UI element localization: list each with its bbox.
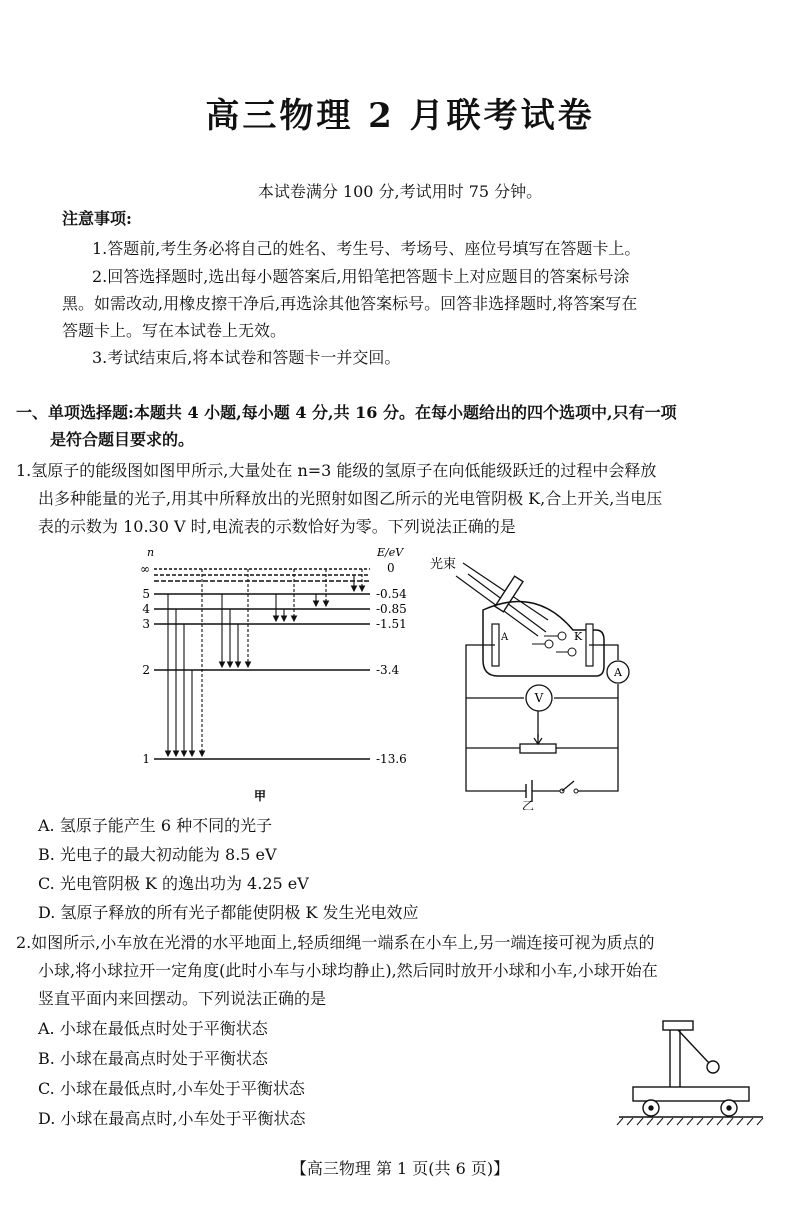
level-energy-label: -13.6: [376, 752, 407, 766]
figure-caption-yi: 乙: [521, 799, 535, 810]
q2-stem-line: 小球,将小球拉开一定角度(此时小车与小球均静止),然后同时放开小球和小车,小球开始在: [38, 961, 658, 980]
q1-stem-line: 表的示数为 10.30 V 时,电流表的示数恰好为零。下列说法正确的是: [38, 517, 516, 536]
photoelectrons: [532, 632, 576, 656]
wheel-hub: [649, 1106, 653, 1110]
q1-option-d: D. 氢原子释放的所有光子都能使阴极 K 发生光电效应: [38, 903, 419, 922]
notice-line: 3.考试结束后,将本试卷和答题卡一并交回。: [92, 348, 401, 367]
q2-option-c: C. 小球在最低点时,小车处于平衡状态: [38, 1079, 305, 1098]
notice-line: 1.答题前,考生务必将自己的姓名、考生号、考场号、座位号填写在答题卡上。: [92, 239, 641, 258]
energy-axis-label: E/eV: [377, 546, 404, 559]
q2-option-b: B. 小球在最高点时处于平衡状态: [38, 1049, 268, 1068]
exam-info: 本试卷满分 100 分,考试用时 75 分钟。: [257, 182, 543, 201]
page-title: 高三物理 2 月联考试卷: [205, 96, 595, 136]
anode-label: A: [501, 632, 509, 643]
level-energy-label: -0.54: [376, 587, 407, 601]
q2-option-a: A. 小球在最低点时处于平衡状态: [38, 1019, 268, 1038]
transition-arrows: [168, 575, 354, 756]
circuit-wires: [466, 645, 618, 791]
pendulum-string: [678, 1030, 709, 1063]
notice-line: 2.回答选择题时,选出每小题答案后,用铅笔把答题卡上对应题目的答案标号涂: [92, 267, 630, 286]
ground-hatch: [617, 1118, 763, 1125]
tube-window: [495, 576, 523, 612]
level-energy-label: 0: [387, 561, 395, 575]
page-footer: 【高三物理 第 1 页(共 6 页)】: [290, 1159, 510, 1178]
level-n-label: 2: [142, 663, 150, 677]
voltmeter-label: V: [534, 691, 544, 705]
level-energy-label: -3.4: [376, 663, 400, 677]
level-n-label: 4: [142, 602, 150, 616]
q2-stem-line: 2.如图所示,小车放在光滑的水平地面上,轻质细绳一端系在小车上,另一端连接可视为质点的: [16, 933, 655, 952]
q1-stem-line: 1.氢原子的能级图如图甲所示,大量处在 n=3 能级的氢原子在向低能级跃迁的过程中会释放: [16, 461, 657, 480]
switch: [562, 781, 574, 791]
level-n-label: 3: [142, 617, 150, 631]
dashed-transition-arrows: [202, 569, 362, 756]
level-n-label: ∞: [140, 562, 150, 576]
level-n-label: 1: [142, 752, 150, 766]
q1-option-b: B. 光电子的最大初动能为 8.5 eV: [38, 845, 277, 864]
notice-line: 答题卡上。写在本试卷上无效。: [62, 321, 287, 340]
n-axis-label: n: [147, 546, 155, 559]
cart-pendulum-diagram: [615, 1015, 775, 1130]
section-heading-cont: 是符合题目要求的。: [50, 430, 195, 449]
q1-stem-line: 出多种能量的光子,用其中所释放出的光照射如图乙所示的光电管阴极 K,合上开关,当电压: [38, 489, 663, 508]
level-energy-label: -0.85: [376, 602, 407, 616]
figure-caption-jia: 甲: [253, 789, 267, 803]
q1-option-a: A. 氢原子能产生 6 种不同的光子: [38, 816, 273, 835]
light-beam-label: 光束: [430, 557, 457, 572]
photoelectric-circuit-diagram: [428, 548, 638, 810]
cart-body: [633, 1087, 749, 1101]
q2-option-d: D. 小球在最高点时,小车处于平衡状态: [38, 1109, 306, 1128]
pendulum-support-block: [663, 1021, 693, 1030]
q2-stem-line: 竖直平面内来回摆动。下列说法正确的是: [38, 989, 327, 1008]
ammeter-label: A: [614, 666, 622, 679]
rheostat: [520, 744, 556, 753]
energy-level-diagram: [130, 542, 430, 807]
notice-heading: 注意事项:: [62, 209, 132, 228]
level-lines: [154, 569, 370, 759]
pendulum-ball: [707, 1061, 719, 1073]
switch-contact: [574, 789, 578, 793]
q1-option-c: C. 光电管阴极 K 的逸出功为 4.25 eV: [38, 874, 309, 893]
wheel-hub: [727, 1106, 731, 1110]
level-n-label: 5: [142, 587, 150, 601]
section-heading: 一、单项选择题:本题共 4 小题,每小题 4 分,共 16 分。在每小题给出的四个选项中,只有一项: [16, 403, 677, 422]
notice-line: 黑。如需改动,用橡皮擦干净后,再选涂其他答案标号。回答非选择题时,将答案写在: [62, 294, 638, 313]
cathode-label: K: [574, 630, 583, 643]
level-energy-label: -1.51: [376, 617, 407, 631]
